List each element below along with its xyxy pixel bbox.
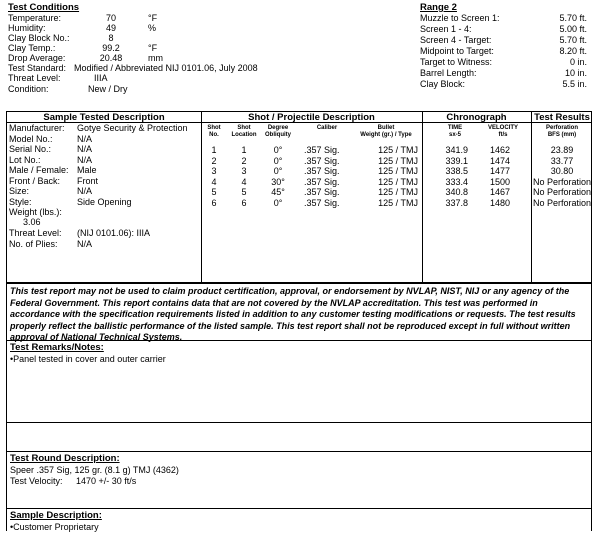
sample-description-title: Sample Description:: [10, 510, 102, 521]
range-row: Screen 4 - Target: 5.70 ft.: [420, 35, 587, 45]
bullet-header: Bullet Weight (gr.) / Type: [360, 125, 412, 138]
range-row: Midpoint to Target: 8.20 ft.: [420, 46, 587, 56]
sample-row-threat-level: Threat Level: (NIJ 0101.06): IIIA: [9, 228, 151, 238]
condition-row-clay-temp: Clay Temp.: 99.2 °F: [8, 43, 158, 53]
test-round-title: Test Round Description:: [10, 453, 120, 464]
range-row: Barrel Length: 10 in.: [420, 68, 587, 78]
condition-row-threat-level: Threat Level: IIIA: [8, 73, 108, 83]
shot-no-header: Shot No.: [207, 125, 221, 138]
range-title: Range 2: [420, 2, 457, 13]
test-velocity-line: Test Velocity: 1470 +/- 30 ft/s: [10, 476, 137, 487]
section-border: [6, 423, 7, 451]
range-list: [420, 13, 590, 93]
remark-line: •Panel tested in cover and outer carrier: [10, 354, 166, 365]
range-row: Screen 1 - 4: 5.00 ft.: [420, 24, 587, 34]
range-row: Muzzle to Screen 1: 5.70 ft.: [420, 13, 587, 23]
sample-row-front-back: Front / Back: Front: [9, 175, 99, 186]
condition-row-condition: Condition: New / Dry: [8, 84, 128, 94]
range-row: Target to Witness: 0 in.: [420, 57, 587, 67]
condition-row-clay-block: Clay Block No.: 8: [8, 33, 114, 43]
time-header: TIME sx-5: [447, 125, 463, 138]
test-results-header: Test Results: [534, 112, 590, 123]
sample-row-style: Style: Side Opening: [9, 196, 132, 207]
sample-row-lot: Lot No.: N/A: [9, 154, 93, 165]
sample-row-serial: Serial No.: N/A: [9, 144, 93, 154]
condition-row-humidity: Humidity: 49 %: [8, 23, 157, 33]
sample-row-size: Size: N/A: [9, 186, 93, 196]
shot-row: 4 4 30° .357 Sig. 125 / TMJ 333.4 1500 No Perforation: [211, 176, 592, 187]
chronograph-header: Chronograph: [446, 112, 507, 123]
velocity-header: VELOCITY ft/s: [487, 125, 518, 138]
remarks-title: Test Remarks/Notes:: [10, 342, 104, 353]
test-round-section: [6, 451, 592, 492]
remarks-section: [6, 340, 592, 423]
degree-obliquity-header: Degree Obliquity: [265, 125, 291, 138]
sample-row-plies: No. of Plies: N/A: [9, 238, 93, 249]
condition-row-drop-average: Drop Average: 20.48 mm: [8, 53, 163, 63]
perforation-header: Perforation BFS (mm): [545, 125, 578, 138]
results-table: [6, 111, 592, 283]
section-border: [591, 423, 592, 451]
test-conditions-list: [8, 13, 308, 103]
shot-row: 2 2 0° .357 Sig. 125 / TMJ 339.1 1474 33.77: [211, 155, 574, 166]
condition-row-test-standard: Test Standard: Modified / Abbreviated NIJ 0101.06, July 2008: [8, 63, 258, 73]
sample-row-gender: Male / Female: Male: [9, 165, 97, 175]
test-round-description: Speer .357 Sig, 125 gr. (8.1 g) TMJ (4362): [10, 465, 179, 476]
shot-header: Shot / Projectile Description: [248, 112, 375, 123]
sample-row-manufacturer: Manufacturer: Gotye Security & Protection: [9, 123, 188, 133]
shot-row: 6 6 0° .357 Sig. 125 / TMJ 337.8 1480 No Perforation: [211, 197, 592, 208]
sample-description-list: [9, 123, 199, 248]
sample-description-line: •Customer Proprietary: [10, 522, 99, 533]
test-conditions-title: Test Conditions: [8, 2, 80, 13]
sample-row-weight: Weight (lbs.): 3.06: [9, 207, 62, 227]
shot-location-header: Shot Location: [231, 125, 257, 138]
range-row: Clay Block: 5.5 in.: [420, 79, 587, 89]
shot-row: 5 5 45° .357 Sig. 125 / TMJ 340.8 1467 No Perforation: [211, 187, 592, 197]
condition-row-temperature: Temperature: 70 °F: [8, 13, 158, 23]
sample-row-model: Model No.: N/A: [9, 133, 93, 144]
sample-description-section: [6, 508, 592, 531]
caliber-header: Caliber: [316, 125, 338, 131]
shot-rows: [201, 145, 593, 215]
shot-row: 1 1 0° .357 Sig. 125 / TMJ 341.9 1462 23.89: [211, 145, 574, 155]
sample-header: Sample Tested Description: [43, 112, 165, 123]
section-border: [6, 492, 7, 508]
shot-row: 3 3 0° .357 Sig. 125 / TMJ 338.5 1477 30.80: [211, 166, 574, 176]
section-border: [591, 492, 592, 508]
disclaimer-notice: This test report may not be used to claim product certification, approval, or endorsement by NVLAP, NIST, NIJ or any agency of the Federal Government. This report contains data that are not covered by the NVLAP accreditation. This test was performed in accordance with the specification requirements listed in addition to any customer testing modifications or requests. The test results properly reflect the ballistic performance of the listed sample. This test report shall not be reproduced except in full without written approval of National Technical Systems.: [6, 283, 592, 341]
